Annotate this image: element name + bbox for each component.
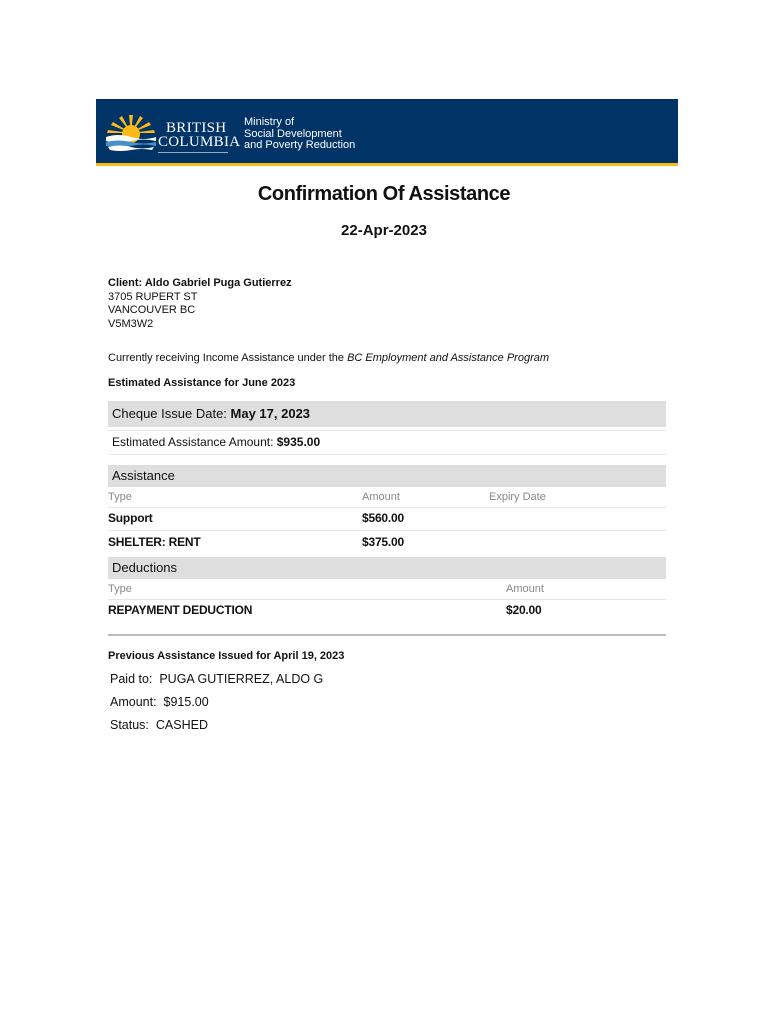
previous-paid-to bbox=[110, 672, 323, 686]
client-block bbox=[108, 277, 292, 331]
ministry-line-1: Ministry of bbox=[244, 116, 295, 128]
document-title: Confirmation Of Assistance bbox=[257, 183, 511, 205]
ministry-line-3: and Poverty Reduction bbox=[244, 139, 356, 151]
deduction-row-1-type: REPAYMENT DEDUCTION bbox=[108, 603, 253, 617]
deductions-col-type: Type bbox=[108, 583, 132, 595]
previous-status bbox=[110, 718, 208, 732]
deduction-row-1-amount: $20.00 bbox=[506, 603, 542, 617]
ministry-banner bbox=[96, 99, 678, 166]
assistance-row-1-amount: $560.00 bbox=[362, 511, 404, 525]
estimate-heading: Estimated Assistance for June 2023 bbox=[108, 377, 296, 389]
deductions-section-header: Deductions bbox=[108, 557, 666, 579]
document-date: 22-Apr-2023 bbox=[341, 222, 427, 239]
client-name: Client: Aldo Gabriel Puga Gutierrez bbox=[108, 277, 292, 289]
ministry-name bbox=[244, 117, 355, 152]
paid-to-label: Paid to: bbox=[110, 672, 153, 686]
logo-word-british: BRITISH bbox=[166, 120, 227, 136]
assistance-col-type: Type bbox=[108, 491, 132, 503]
previous-status-label: Status: bbox=[110, 718, 149, 732]
client-address-line-1: 3705 RUPERT ST bbox=[108, 290, 198, 303]
previous-amount-value: $915.00 bbox=[163, 695, 209, 709]
divider bbox=[108, 507, 666, 508]
cheque-issue-label: Cheque Issue Date: bbox=[112, 406, 231, 421]
estimated-amount-value: $935.00 bbox=[276, 435, 321, 449]
cheque-issue-bar bbox=[108, 401, 666, 427]
previous-assistance-heading: Previous Assistance Issued for April 19, 2023 bbox=[108, 650, 345, 662]
assistance-section-header: Assistance bbox=[108, 465, 666, 487]
estimated-amount bbox=[112, 435, 320, 449]
divider bbox=[108, 454, 666, 455]
program-status-prefix: Currently receiving Income Assistance under the bbox=[108, 352, 348, 364]
divider bbox=[108, 430, 666, 431]
paid-to-value: PUGA GUTIERREZ, ALDO G bbox=[159, 672, 324, 686]
assistance-row-2-amount: $375.00 bbox=[362, 535, 404, 549]
program-status bbox=[108, 352, 549, 364]
assistance-col-amount: Amount bbox=[362, 491, 400, 503]
ministry-line-2: Social Development bbox=[244, 127, 342, 140]
logo-underline bbox=[158, 152, 228, 153]
previous-amount-label: Amount: bbox=[110, 695, 157, 709]
bc-sun-logo-icon bbox=[106, 113, 156, 153]
logo-word-columbia: COLUMBIA bbox=[158, 134, 241, 150]
previous-status-value: CASHED bbox=[155, 718, 208, 732]
previous-amount bbox=[110, 695, 209, 709]
assistance-row-2-type: SHELTER: RENT bbox=[108, 535, 201, 549]
divider bbox=[108, 599, 666, 600]
deductions-col-amount: Amount bbox=[506, 583, 544, 595]
divider bbox=[108, 530, 666, 531]
estimated-amount-label: Estimated Assistance Amount: bbox=[112, 435, 277, 449]
client-address-line-2: VANCOUVER BC bbox=[108, 304, 196, 316]
program-name: BC Employment and Assistance Program bbox=[347, 352, 550, 364]
cheque-issue-date: May 17, 2023 bbox=[230, 406, 311, 421]
assistance-row-1-type: Support bbox=[108, 511, 153, 525]
section-divider bbox=[108, 634, 666, 636]
client-address-line-3: V5M3W2 bbox=[108, 317, 154, 330]
assistance-col-expiry: Expiry Date bbox=[489, 491, 546, 503]
